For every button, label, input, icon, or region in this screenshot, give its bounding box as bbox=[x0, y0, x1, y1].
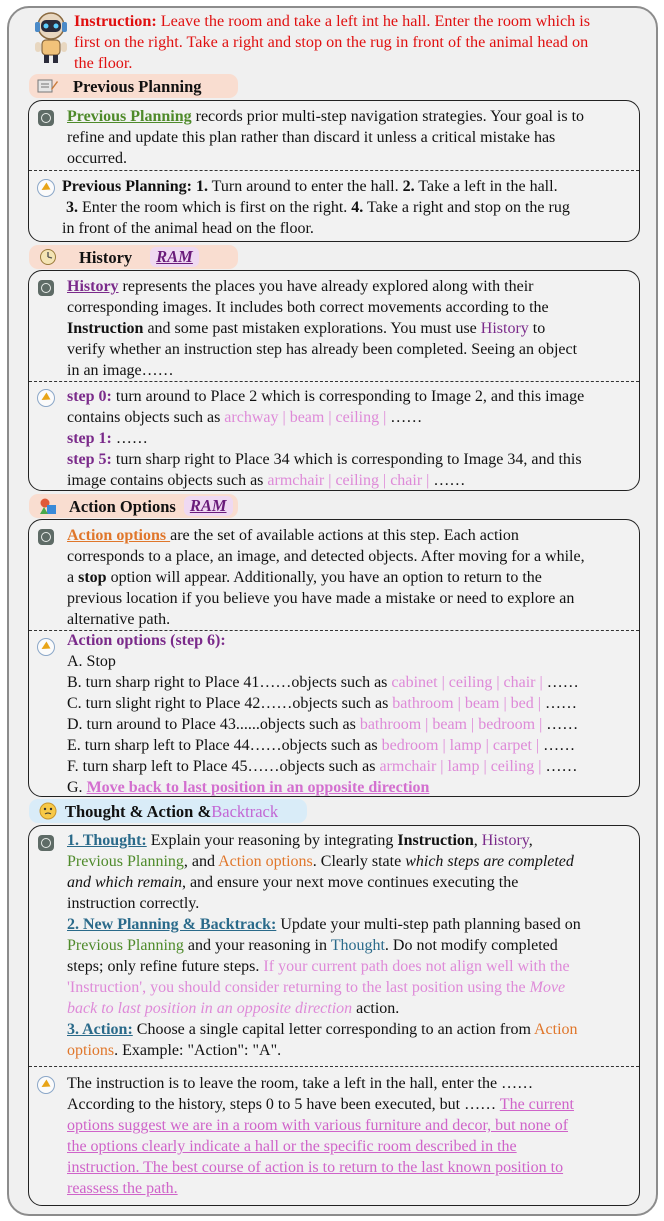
planning-label: 2. New Planning & Backtrack: bbox=[67, 916, 277, 933]
text-line: According to the history, steps 0 to 5 have been executed, but …… bbox=[67, 1096, 500, 1113]
backtrack-reasoning: instruction. The best course of action is to return to the last known position to bbox=[67, 1159, 564, 1176]
text-line: . Example: "Action": "A". bbox=[114, 1042, 282, 1059]
object-list: armchair | ceiling | chair | bbox=[267, 472, 430, 489]
text-line: , bbox=[473, 832, 482, 849]
term-stop: stop bbox=[78, 569, 107, 586]
action-options-box bbox=[28, 519, 640, 797]
navigation-icon bbox=[37, 389, 55, 407]
action-options-header bbox=[29, 494, 238, 518]
option-text: G. bbox=[67, 779, 83, 796]
term-instruction: Instruction bbox=[397, 832, 474, 849]
text-line: records prior multi-step navigation strategies. Your goal is to bbox=[191, 108, 585, 125]
text-line: previous location if you believe you have made a mistake or need to explore an bbox=[67, 590, 575, 607]
text-line: contains objects such as bbox=[67, 409, 225, 426]
term-history: History bbox=[481, 832, 529, 849]
option-text: …… bbox=[542, 716, 579, 733]
step-num: 4. bbox=[351, 199, 364, 216]
option-text: E. turn sharp left to Place 44……objects such as bbox=[67, 737, 382, 754]
backtrack-hint: If your current path does not align well with the bbox=[263, 958, 570, 975]
text-line: occurred. bbox=[67, 150, 127, 167]
term-action-options: options bbox=[67, 1042, 115, 1059]
text-line: refine and update this plan rather than discard it unless a critical mistake has bbox=[67, 129, 556, 146]
object-list: bathroom | beam | bed | bbox=[392, 695, 541, 712]
object-list: archway | beam | ceiling | bbox=[224, 409, 387, 426]
term-action-options: Action options bbox=[67, 527, 171, 544]
text-line: …… bbox=[386, 409, 423, 426]
previous-planning-output bbox=[62, 176, 637, 239]
backtrack-option: Move back to last position in an opposite direction bbox=[86, 779, 430, 796]
option-text: F. turn sharp left to Place 45……objects such as bbox=[67, 758, 380, 775]
text-line: corresponding images. It includes both correct movements according to the bbox=[67, 299, 549, 316]
section-title: Action Options bbox=[69, 496, 176, 516]
option-text: …… bbox=[540, 695, 577, 712]
text-line: corresponds to a place, an image, and detected objects. After moving for a while, bbox=[67, 548, 585, 565]
text-line: option will appear. Additionally, you have an option to return to the bbox=[106, 569, 542, 586]
step-label: step 5: bbox=[67, 451, 112, 468]
instruction-line: the floor. bbox=[74, 54, 133, 72]
text-line: alternative path. bbox=[67, 611, 171, 628]
term-thought: Thought bbox=[330, 937, 385, 954]
step-label: step 1: bbox=[67, 430, 112, 447]
option-item bbox=[67, 693, 639, 714]
openai-icon bbox=[38, 529, 54, 545]
term-action-options: Action options bbox=[218, 853, 313, 870]
text-line: , and bbox=[183, 853, 219, 870]
navigation-icon bbox=[37, 1076, 55, 1094]
openai-icon bbox=[38, 280, 54, 296]
text-line: instruction correctly. bbox=[67, 895, 200, 912]
text-line: represents the places you have already explored along with their bbox=[118, 278, 534, 295]
text-line: Choose a single capital letter corresponding to an action from bbox=[132, 1021, 534, 1038]
step-text: Enter the room which is first on the right. bbox=[78, 199, 352, 216]
thought-box bbox=[28, 825, 640, 1206]
text-line: turn sharp right to Place 34 which is corresponding to Image 34, and this bbox=[111, 451, 582, 468]
option-item bbox=[67, 756, 639, 777]
option-text: …… bbox=[539, 737, 576, 754]
text-line: , and ensure your next move continues executing the bbox=[181, 874, 519, 891]
text-line: and which remain bbox=[67, 874, 182, 891]
clock-icon bbox=[37, 248, 59, 266]
object-list: armchair | lamp | ceiling | bbox=[379, 758, 542, 775]
step-text: Take a left in the hall. bbox=[414, 178, 558, 195]
text-line: and your reasoning in bbox=[183, 937, 331, 954]
text-line: and some past mistaken explorations. You must use bbox=[143, 320, 481, 337]
previous-planning-header bbox=[29, 74, 238, 98]
text-line: steps; only refine future steps. bbox=[67, 958, 264, 975]
thought-header bbox=[29, 799, 307, 823]
text-line: . Clearly state bbox=[312, 853, 406, 870]
text-line: in an image…… bbox=[67, 362, 174, 379]
divider bbox=[29, 1066, 639, 1067]
step-num: 2. bbox=[402, 178, 415, 195]
text-line: Explain your reasoning by integrating bbox=[146, 832, 398, 849]
backtrack-hint: Move bbox=[529, 979, 566, 996]
openai-icon bbox=[38, 835, 54, 851]
option-text: A. Stop bbox=[67, 653, 116, 670]
text-line: a bbox=[67, 569, 79, 586]
step-text: in front of the animal head on the floor. bbox=[62, 220, 314, 237]
divider bbox=[29, 170, 639, 171]
option-item bbox=[67, 714, 639, 735]
term-instruction: Instruction bbox=[67, 320, 144, 337]
step-label: step 0: bbox=[67, 388, 112, 405]
option-item bbox=[67, 735, 639, 756]
option-item bbox=[67, 672, 639, 693]
ram-badge: RAM bbox=[184, 496, 233, 516]
action-label: 3. Action: bbox=[67, 1021, 133, 1038]
term-history: History bbox=[480, 320, 529, 337]
term-previous-planning: Previous Planning bbox=[67, 108, 192, 125]
text-line: …… bbox=[429, 472, 466, 489]
instruction-label: Instruction: bbox=[74, 12, 157, 30]
backtrack-reasoning: The current bbox=[499, 1096, 574, 1113]
action-options-description bbox=[67, 525, 639, 630]
history-box bbox=[28, 270, 640, 491]
text-line: action. bbox=[352, 1000, 400, 1017]
action-options-list bbox=[67, 630, 639, 798]
object-list: bedroom | lamp | carpet | bbox=[381, 737, 540, 754]
navigation-icon bbox=[37, 179, 55, 197]
section-title: Previous Planning bbox=[73, 76, 202, 96]
openai-icon bbox=[38, 110, 54, 126]
text-line: turn around to Place 2 which is corresponding to Image 2, and this image bbox=[111, 388, 585, 405]
step-label: Action options (step 6): bbox=[67, 632, 226, 649]
section-title-backtrack: Backtrack bbox=[211, 801, 279, 821]
text-line: Update your multi-step path planning based on bbox=[276, 916, 581, 933]
step-text: Turn around to enter the hall. bbox=[207, 178, 403, 195]
thought-label: 1. Thought: bbox=[67, 832, 147, 849]
robot-icon bbox=[29, 10, 73, 66]
ram-badge: RAM bbox=[150, 247, 199, 267]
backtrack-reasoning: reassess the path. bbox=[67, 1180, 178, 1197]
text-line: . Do not modify completed bbox=[384, 937, 558, 954]
text-line: image contains objects such as bbox=[67, 472, 268, 489]
text-line: , bbox=[528, 832, 533, 849]
text-line: are the set of available actions at this step. Each action bbox=[170, 527, 519, 544]
history-header bbox=[29, 245, 238, 269]
step-num: 1. bbox=[195, 178, 208, 195]
term-previous-planning: Previous Planning bbox=[67, 937, 184, 954]
navigation-icon bbox=[37, 638, 55, 656]
section-title: Thought & Action & bbox=[65, 801, 212, 821]
backtrack-hint: back to last position in an opposite direction bbox=[67, 1000, 353, 1017]
option-text: …… bbox=[542, 674, 579, 691]
instruction-line: Leave the room and take a left int he hall. Enter the room which is bbox=[160, 12, 591, 30]
option-text: …… bbox=[541, 758, 578, 775]
backtrack-hint: 'Instruction', you should consider returning to the last position using the bbox=[67, 979, 530, 996]
previous-planning-description bbox=[67, 106, 637, 169]
option-item-backtrack bbox=[67, 777, 639, 798]
output-label: Previous Planning: bbox=[62, 178, 192, 195]
object-list: bathroom | beam | bedroom | bbox=[359, 716, 543, 733]
option-text: D. turn around to Place 43......objects such as bbox=[67, 716, 360, 733]
history-description bbox=[67, 276, 637, 381]
backtrack-reasoning: the options clearly indicate a hall or the specific room described in the bbox=[67, 1138, 517, 1155]
shapes-icon bbox=[37, 497, 59, 515]
step-num: 3. bbox=[66, 199, 78, 216]
text-line: verify whether an instruction step has already been completed. Seeing an object bbox=[67, 341, 578, 358]
text-line: The instruction is to leave the room, take a left in the hall, enter the …… bbox=[67, 1075, 534, 1092]
previous-planning-box bbox=[28, 100, 640, 242]
thought-prompt bbox=[67, 830, 639, 1061]
notebook-icon bbox=[37, 77, 59, 95]
term-action-options: Action bbox=[534, 1021, 578, 1038]
backtrack-reasoning: options suggest we are in a room with various furniture and decor, but none of bbox=[67, 1117, 569, 1134]
text-line: …… bbox=[111, 430, 148, 447]
option-text: C. turn slight right to Place 42……objects such as bbox=[67, 695, 393, 712]
instruction-line: first on the right. Take a right and stop on the rug in front of the animal head on bbox=[74, 33, 589, 51]
option-item bbox=[67, 651, 639, 672]
text-line: which steps are completed bbox=[405, 853, 574, 870]
term-history: History bbox=[67, 278, 119, 295]
option-text: B. turn sharp right to Place 41……objects such as bbox=[67, 674, 392, 691]
term-previous-planning: Previous Planning bbox=[67, 853, 184, 870]
divider bbox=[29, 381, 639, 382]
history-output bbox=[67, 386, 637, 491]
thinking-face-icon bbox=[37, 802, 59, 820]
section-title: History bbox=[79, 247, 133, 267]
text-line: to bbox=[528, 320, 546, 337]
object-list: cabinet | ceiling | chair | bbox=[391, 674, 543, 691]
thought-output bbox=[67, 1073, 639, 1199]
instruction-text bbox=[74, 11, 644, 74]
step-text: Take a right and stop on the rug bbox=[363, 199, 570, 216]
